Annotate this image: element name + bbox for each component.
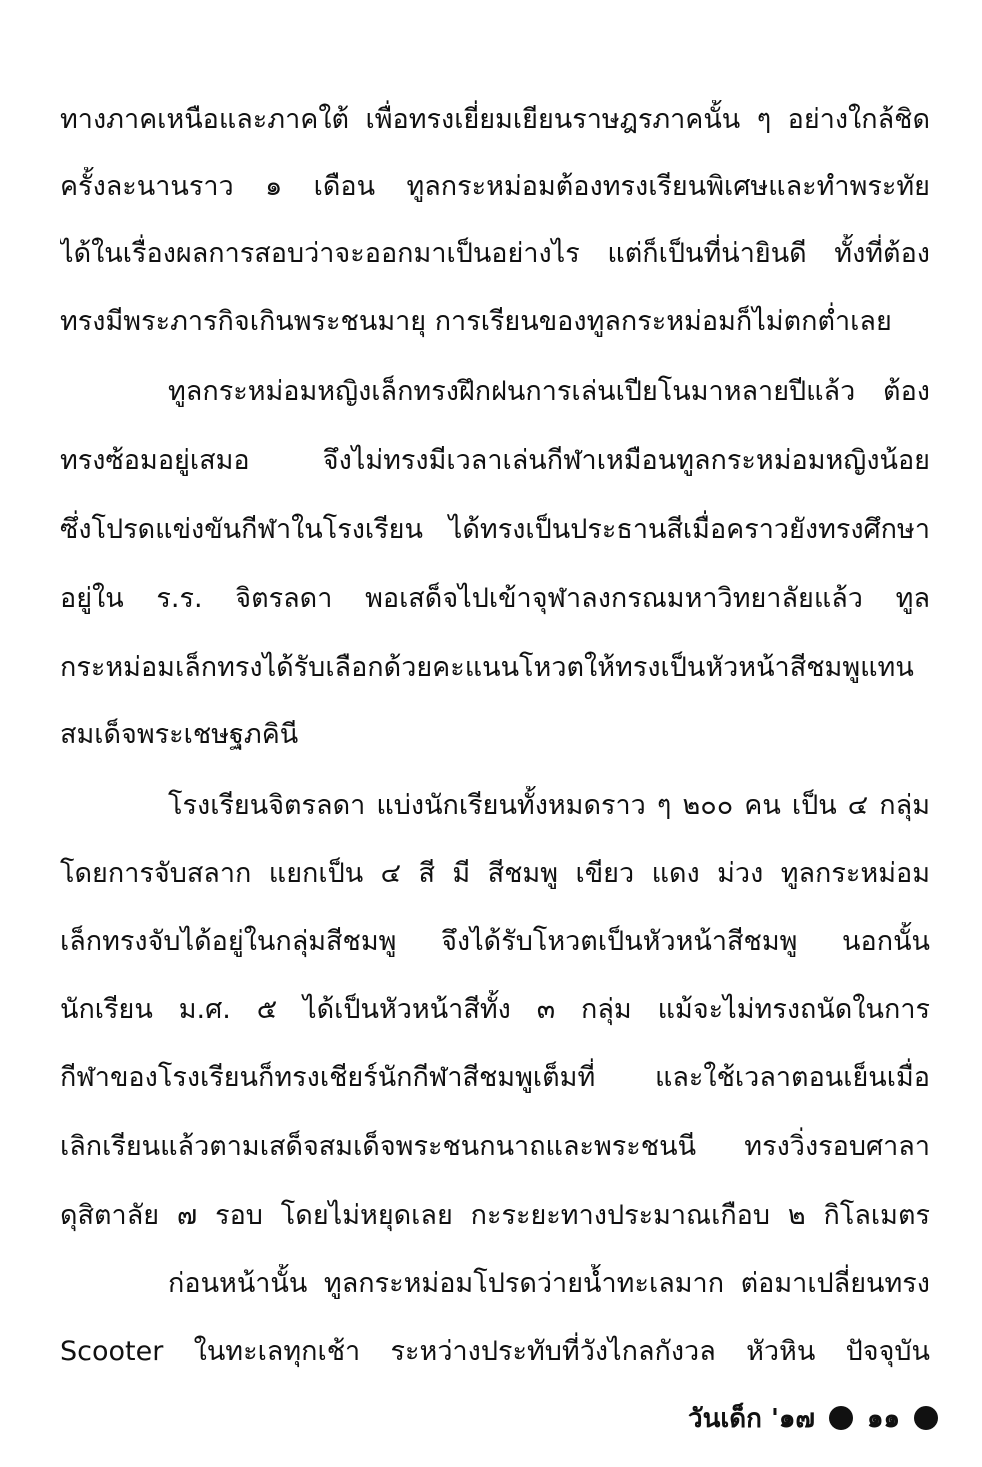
paragraph-line: ซึ่งโปรดแข่งขันกีฬาในโรงเรียน ได้ทรงเป็นประธานสีเมื่อคราวยังทรงศึกษา (60, 514, 930, 545)
paragraph-line: กีฬาของโรงเรียนก็ทรงเชียร์นักกีฬาสีชมพูเต็มที่ และใช้เวลาตอนเย็นเมื่อ (60, 1062, 930, 1093)
paragraph-line: โดยการจับสลาก แยกเป็น ๔ สี มี สีชมพู เขียว แดง ม่วง ทูลกระหม่อม (60, 858, 930, 889)
paragraph-line: โรงเรียนจิตรลดา แบ่งนักเรียนทั้งหมดราว ๆ ๒๐๐ คน เป็น ๔ กลุ่ม (168, 790, 930, 821)
paragraph-line: นักเรียน ม.ศ. ๕ ได้เป็นหัวหน้าสีทั้ง ๓ กลุ่ม แม้จะไม่ทรงถนัดในการ (60, 994, 930, 1025)
paragraph-line: ก่อนหน้านั้น ทูลกระหม่อมโปรดว่ายน้ำทะเลมาก ต่อมาเปลี่ยนทรง (168, 1268, 930, 1299)
paragraph-line: อยู่ใน ร.ร. จิตรลดา พอเสด็จไปเข้าจุฬาลงกรณมหาวิทยาลัยแล้ว ทูล (60, 583, 930, 614)
paragraph-line: ครั้งละนานราว ๑ เดือน ทูลกระหม่อมต้องทรงเรียนพิเศษและทำพระทัย (60, 171, 930, 202)
paragraph-line: เล็กทรงจับได้อยู่ในกลุ่มสีชมพู จึงได้รับโหวตเป็นหัวหน้าสีชมพู นอกนั้น (60, 926, 930, 957)
bullet-dot-icon (829, 1406, 853, 1430)
bullet-dot-icon (914, 1406, 938, 1430)
footer-label: วันเด็ก '๑๗ (688, 1403, 815, 1434)
page-number: ๑๑ (866, 1403, 900, 1434)
paragraph-line: สมเด็จพระเชษฐภคินี (60, 719, 299, 750)
paragraph-line: ดุสิตาลัย ๗ รอบ โดยไม่หยุดเลย กะระยะทางประมาณเกือบ ๒ กิโลเมตร (60, 1200, 930, 1231)
paragraph-line: กระหม่อมเล็กทรงได้รับเลือกด้วยคะแนนโหวตให้ทรงเป็นหัวหน้าสีชมพูแทน (60, 652, 914, 683)
paragraph-line: Scooter ในทะเลทุกเช้า ระหว่างประทับที่วังไกลกังวล หัวหิน ปัจจุบัน (60, 1336, 930, 1367)
paragraph-line: ทรงมีพระภารกิจเกินพระชนมายุ การเรียนของทูลกระหม่อมก็ไม่ตกต่ำเลย (60, 306, 892, 337)
paragraph-line: ได้ในเรื่องผลการสอบว่าจะออกมาเป็นอย่างไร แต่ก็เป็นที่น่ายินดี ทั้งที่ต้อง (60, 238, 930, 269)
paragraph-line: ทูลกระหม่อมหญิงเล็กทรงฝึกฝนการเล่นเปียโนมาหลายปีแล้ว ต้อง (168, 376, 930, 407)
paragraph-line: ทางภาคเหนือและภาคใต้ เพื่อทรงเยี่ยมเยียนราษฎรภาคนั้น ๆ อย่างใกล้ชิด (60, 104, 930, 135)
page-footer (628, 1396, 938, 1440)
paragraph-line: เลิกเรียนแล้วตามเสด็จสมเด็จพระชนกนาถและพระชนนี ทรงวิ่งรอบศาลา (60, 1131, 930, 1162)
paragraph-line: ทรงซ้อมอยู่เสมอ จึงไม่ทรงมีเวลาเล่นกีฬาเหมือนทูลกระหม่อมหญิงน้อย (60, 445, 930, 476)
